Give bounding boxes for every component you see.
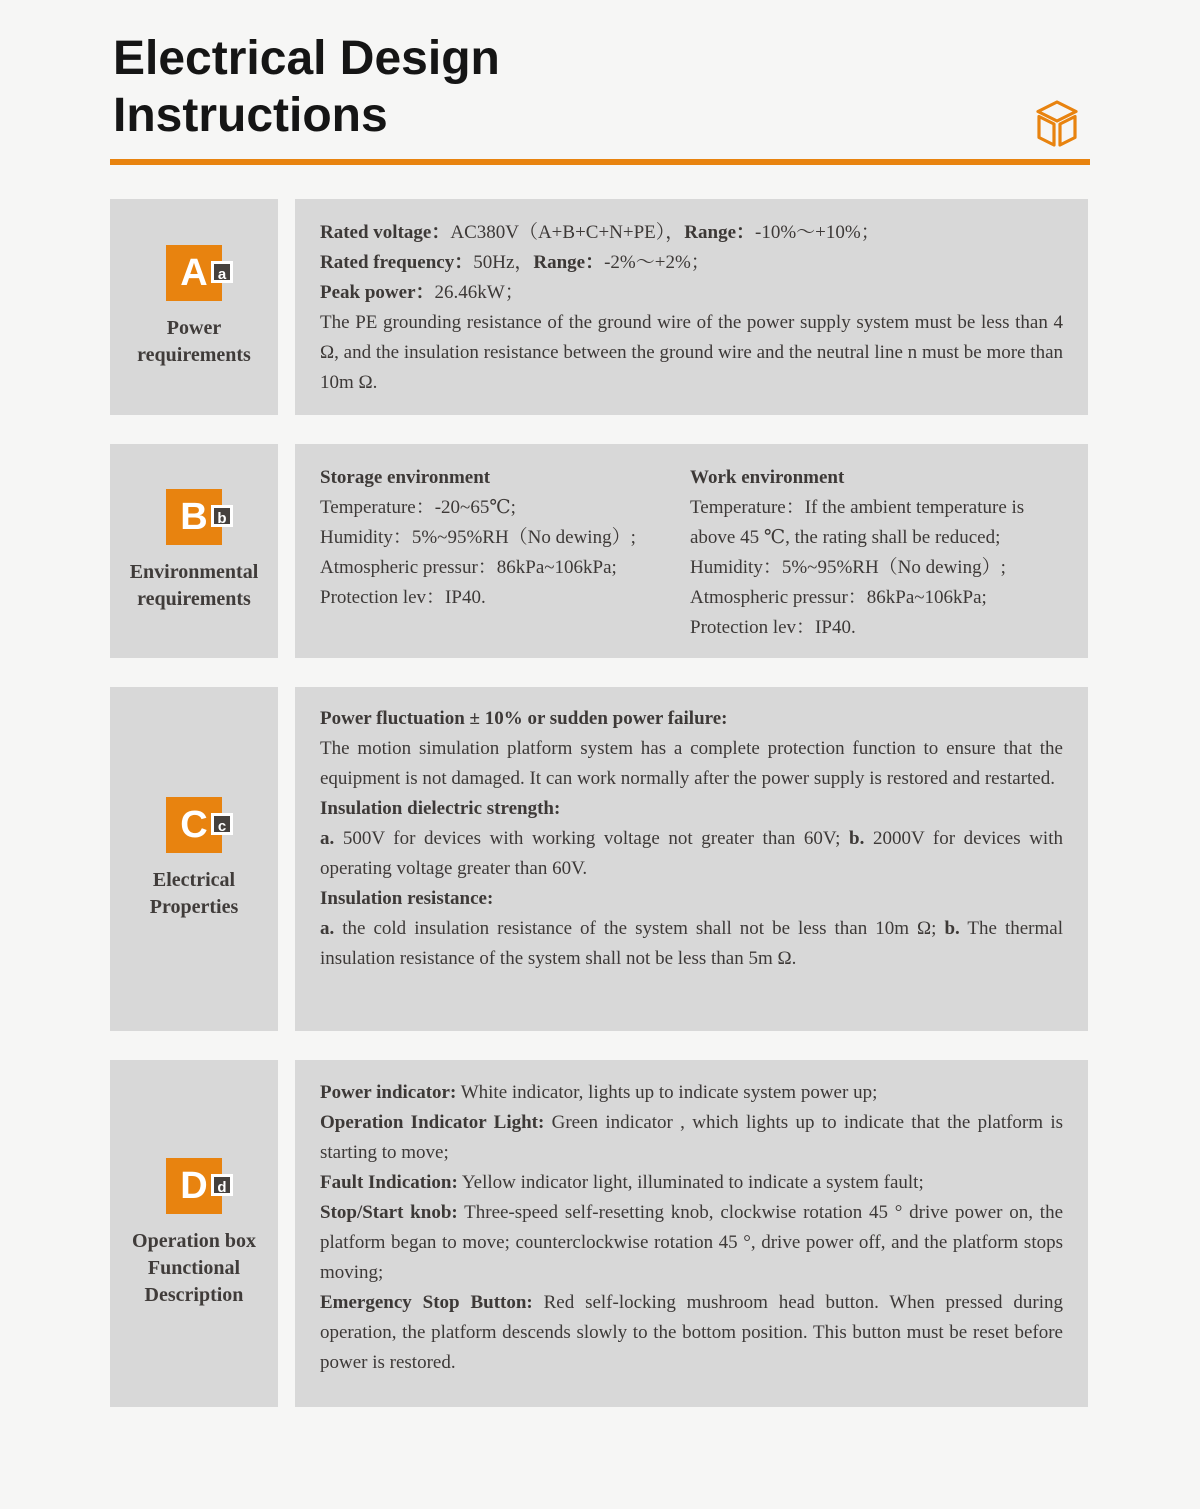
spec-line: Temperature：-20~65℃; <box>320 497 516 518</box>
page-title-line-1: Electrical Design <box>113 32 500 85</box>
section-c-content <box>295 687 1088 1031</box>
spec-paragraph: Operation Indicator Light: Green indicator , which lights up to indicate that the platform is starting to move; <box>320 1112 1064 1163</box>
column-heading: Work environment <box>690 467 845 488</box>
spec-line: Rated frequency：50Hz，Range：-2%～+2%； <box>320 252 710 273</box>
section-power-requirements <box>110 199 1088 415</box>
spec-line: Humidity：5%~95%RH（No dewing）; <box>690 557 1006 578</box>
spec-heading: Power fluctuation ± 10% or sudden power failure: <box>320 708 728 729</box>
section-c-letter-group <box>166 797 227 853</box>
section-d-content <box>295 1060 1088 1407</box>
section-operation-box-description <box>110 1060 1088 1407</box>
spec-line: Temperature：If the ambient temperature is above 45 ℃, the rating shall be reduced; <box>690 497 1025 548</box>
section-c-letter: C <box>166 797 222 853</box>
section-c-letter-badge: c <box>211 813 233 835</box>
work-environment-column <box>690 463 1063 644</box>
section-b-letter-badge: b <box>211 505 233 527</box>
section-environmental-requirements <box>110 444 1088 658</box>
header-divider <box>110 159 1090 165</box>
header <box>110 30 1090 165</box>
section-a-letter-group <box>166 245 227 301</box>
spec-paragraph: a. the cold insulation resistance of the system shall not be less than 10m Ω; b. The thermal insulation resistance of the system shall not be less than 5m Ω. <box>320 918 1064 969</box>
section-electrical-properties <box>110 687 1088 1031</box>
page-title <box>113 30 1090 144</box>
section-a-title: Power requirements <box>137 317 251 366</box>
spec-line: Peak power：26.46kW； <box>320 282 524 303</box>
section-b-label-box <box>110 444 278 658</box>
section-b-title: Environmental requirements <box>129 561 259 610</box>
column-heading: Storage environment <box>320 467 491 488</box>
section-b-content <box>295 444 1088 658</box>
section-a-content <box>295 199 1088 415</box>
spec-heading: Insulation resistance: <box>320 888 494 909</box>
section-d-letter-group <box>166 1158 227 1214</box>
spec-line: Protection lev：IP40. <box>690 617 856 638</box>
spec-paragraph: Stop/Start knob: Three-speed self-resetting knob, clockwise rotation 45 ° drive power on, the platform began to move; counterclockwise rotation 45 °, drive power off, and the platform stops moving; <box>320 1202 1063 1283</box>
section-a-letter: A <box>166 245 222 301</box>
section-b-letter: B <box>166 489 222 545</box>
section-a-letter-badge: a <box>211 261 233 283</box>
spec-heading: Insulation dielectric strength: <box>320 798 561 819</box>
spec-paragraph: Emergency Stop Button: Red self-locking mushroom head button. When pressed during operation, the platform descends slowly to the bottom position. This button must be reset before power is restored. <box>320 1292 1063 1373</box>
storage-environment-column <box>320 463 665 644</box>
cube-icon <box>1032 99 1082 151</box>
section-d-title: Operation box Functional Description <box>132 1230 256 1306</box>
section-d-label-box <box>110 1060 278 1407</box>
spec-paragraph: a. 500V for devices with working voltage not greater than 60V; b. 2000V for devices with operating voltage greater than 60V. <box>320 828 1063 879</box>
spec-paragraph: Power indicator: White indicator, lights up to indicate system power up; <box>320 1082 878 1103</box>
spec-paragraph: Fault Indication: Yellow indicator light, illuminated to indicate a system fault; <box>320 1172 924 1193</box>
spec-line: Protection lev：IP40. <box>320 587 486 608</box>
page-title-line-2: Instructions <box>113 89 388 142</box>
section-c-title: Electrical Properties <box>149 869 239 918</box>
spec-paragraph: The motion simulation platform system has a complete protection function to ensure that the equipment is not damaged. It can work normally after the power supply is restored and restarted. <box>320 738 1063 789</box>
section-b-letter-group <box>166 489 227 545</box>
spec-line: Atmospheric pressur：86kPa~106kPa; <box>690 587 987 608</box>
spec-line: Rated voltage：AC380V（A+B+C+N+PE），Range：-10%～+10%； <box>320 222 880 243</box>
spec-paragraph: The PE grounding resistance of the ground wire of the power supply system must be less than 4 Ω, and the insulation resistance between the ground wire and the neutral line n must be more than 10m Ω. <box>320 312 1063 393</box>
section-a-label-box <box>110 199 278 415</box>
spec-line: Atmospheric pressur：86kPa~106kPa; <box>320 557 617 578</box>
spec-line: Humidity：5%~95%RH（No dewing）; <box>320 527 636 548</box>
sections <box>110 199 1088 1407</box>
section-d-letter: D <box>166 1158 222 1214</box>
section-d-letter-badge: d <box>211 1174 233 1196</box>
section-c-label-box <box>110 687 278 1031</box>
